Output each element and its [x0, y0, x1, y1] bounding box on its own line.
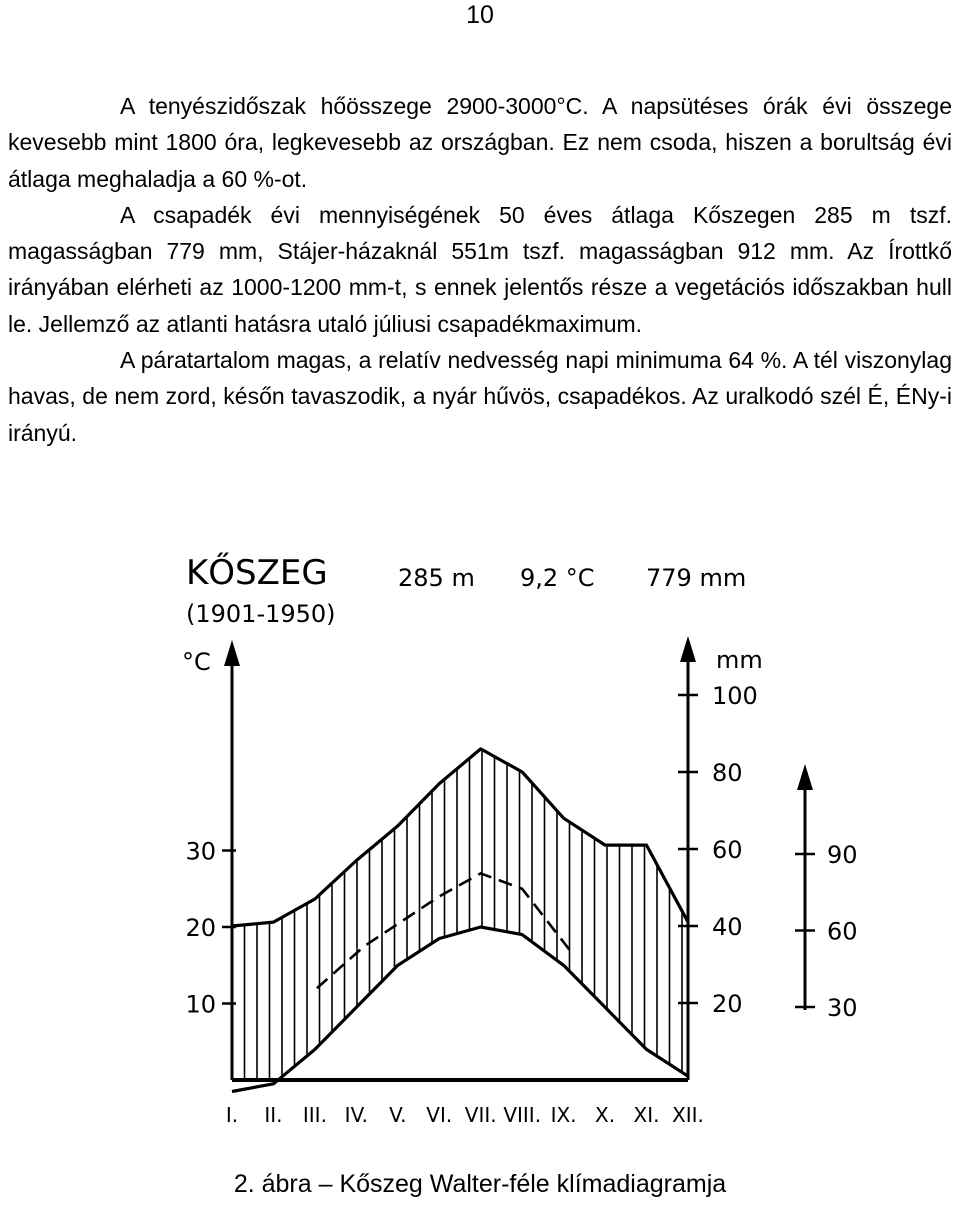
mean-temperature-label: 9,2 °C — [520, 564, 595, 592]
climate-diagram — [170, 540, 870, 1130]
precipitation-tick-label: 80 — [712, 759, 743, 787]
month-label: IX. — [550, 1103, 577, 1127]
month-label: XII. — [672, 1103, 704, 1127]
month-label: X. — [595, 1103, 616, 1127]
hatched-band — [232, 690, 682, 1080]
figure-caption: 2. ábra – Kőszeg Walter-féle klímadiagramja — [233, 1170, 727, 1198]
annual-precipitation-label: 779 mm — [646, 564, 747, 592]
body-text — [8, 88, 952, 451]
left-axis-unit: °C — [182, 648, 211, 676]
precipitation-tick-label: 100 — [712, 682, 758, 710]
paragraph: A tenyészidőszak hőösszege 2900-3000°C. A napsütéses órák évi összege kevesebb mint 1800 óra, legkevesebb az országban. Ez nem csoda, hiszen a borultság évi átlaga meghaladja a 60 %-ot. — [8, 93, 952, 192]
temperature-tick-label: 20 — [185, 914, 216, 942]
right-axis-unit: mm — [716, 646, 763, 674]
climate-diagram-svg — [170, 540, 870, 1130]
paragraph: A csapadék évi mennyiségének 50 éves átlaga Kőszegen 285 m tszf. magasságban 779 mm, Stájer-házaknál 551m tszf. magasságban 912 mm. Az Írottkő irányában elérheti az 1000-1200 mm-t, s ennek jelentős része a vegetációs időszakban hull le. Jellemző az atlanti hatásra utaló júliusi csapadékmaximum. — [8, 201, 952, 337]
month-label: II. — [264, 1103, 283, 1127]
altitude-label: 285 m — [398, 564, 475, 592]
month-label: VI. — [426, 1103, 453, 1127]
extra-axis-tick-label: 90 — [827, 841, 858, 869]
extra-axis-tick-label: 30 — [827, 994, 858, 1022]
paragraph: A páratartalom magas, a relatív nedvesség napi minimuma 64 %. A tél viszonylag havas, de nem zord, későn tavaszodik, a nyár hűvös, csapadékos. Az uralkodó szél É, ÉNy-i irányú. — [8, 347, 952, 446]
temperature-tick-label: 10 — [185, 990, 216, 1019]
month-label: VIII. — [503, 1103, 542, 1127]
temperature-axis-arrow — [224, 640, 240, 666]
page-number: 10 — [466, 1, 494, 29]
precipitation-tick-label: 40 — [712, 913, 743, 941]
month-label: I. — [225, 1103, 239, 1127]
period-label: (1901-1950) — [186, 600, 336, 628]
precipitation-axis-arrow — [680, 636, 696, 662]
month-label: V. — [389, 1103, 407, 1127]
month-label: III. — [302, 1103, 327, 1127]
month-label: XI. — [633, 1103, 660, 1127]
month-label: IV. — [344, 1103, 369, 1127]
precipitation-tick-label: 60 — [712, 836, 743, 864]
precipitation-tick-label: 20 — [712, 990, 743, 1018]
temperature-tick-label: 30 — [185, 837, 216, 866]
month-label: VII. — [464, 1103, 497, 1127]
extra-axis-tick-label: 60 — [827, 917, 858, 946]
station-name: KŐSZEG — [186, 553, 328, 593]
extra-axis-arrow — [797, 764, 813, 790]
